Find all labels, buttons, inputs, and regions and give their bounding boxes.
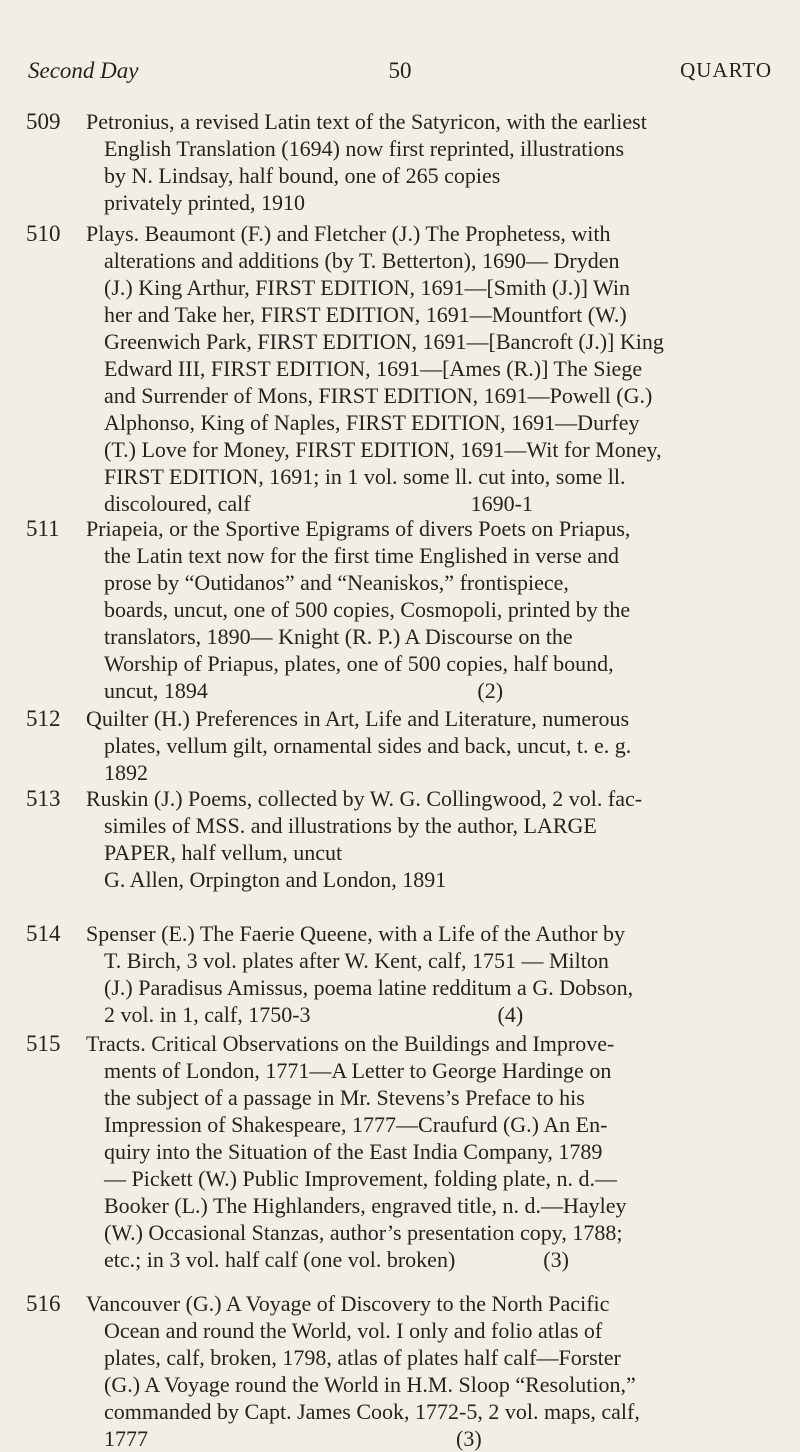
description-line: (G.) A Voyage round the World in H.M. Sloop “Resolution,” — [104, 1372, 636, 1397]
description-line: plates, vellum gilt, ornamental sides and back, uncut, t. e. g. — [104, 733, 632, 758]
description-line: Worship of Priapus, plates, one of 500 copies, half bound, — [104, 651, 614, 676]
lot-number: 516 — [26, 1291, 61, 1316]
description-line: her and Take her, FIRST EDITION, 1691—Mountfort (W.) — [104, 302, 627, 327]
description-line: (T.) Love for Money, FIRST EDITION, 1691—Wit for Money, — [104, 437, 662, 462]
page-header — [28, 58, 772, 94]
description-line: (J.) Paradisus Amissus, poema latine redditum a G. Dobson, — [104, 975, 634, 1000]
lot-number: 510 — [26, 221, 61, 246]
description-line: T. Birch, 3 vol. plates after W. Kent, calf, 1751 — Milton — [104, 948, 609, 973]
description-line: privately printed, 1910 — [104, 190, 306, 215]
description-line: prose by “Outidanos” and “Neaniskos,” frontispiece, — [104, 570, 569, 595]
lot-number: 512 — [26, 706, 61, 731]
description-line: translators, 1890— Knight (R. P.) A Discourse on the — [104, 624, 573, 649]
description-line: G. Allen, Orpington and London, 1891 — [104, 867, 447, 892]
description-line: Priapeia, or the Sportive Epigrams of divers Poets on Priapus, — [86, 516, 631, 541]
description-line: quiry into the Situation of the East India Company, 1789 — [104, 1139, 603, 1164]
description-line: 1892 — [104, 760, 148, 785]
lot-description — [86, 705, 764, 786]
description-line: FIRST EDITION, 1691; in 1 vol. some ll. cut into, some ll. — [104, 464, 626, 489]
description-line: — Pickett (W.) Public Improvement, folding plate, n. d.— — [104, 1166, 618, 1191]
lot-description — [86, 920, 764, 1028]
description-line: Booker (L.) The Highlanders, engraved title, n. d.—Hayley — [104, 1193, 627, 1218]
description-line: by N. Lindsay, half bound, one of 265 copies — [104, 163, 501, 188]
description-line: Plays. Beaumont (F.) and Fletcher (J.) The Prophetess, with — [86, 221, 611, 246]
section-label: QUARTO — [680, 58, 772, 82]
description-line: Ocean and round the World, vol. I only and folio atlas of — [104, 1318, 603, 1343]
description-line: uncut, 1894 (2) — [104, 678, 504, 703]
lot-number: 511 — [26, 516, 60, 541]
description-line: 2 vol. in 1, calf, 1750-3 (4) — [104, 1002, 524, 1027]
lot-description — [86, 1030, 764, 1273]
description-line: (J.) King Arthur, FIRST EDITION, 1691—[Smith (J.)] Win — [104, 275, 631, 300]
description-line: etc.; in 3 vol. half calf (one vol. broken) (3) — [104, 1247, 569, 1272]
lot-description — [86, 220, 764, 517]
description-line: English Translation (1694) now first reprinted, illustrations — [104, 136, 625, 161]
lot-description — [86, 1290, 764, 1452]
lot-number: 514 — [26, 921, 61, 946]
description-line: plates, calf, broken, 1798, atlas of plates half calf—Forster — [104, 1345, 621, 1370]
description-line: the Latin text now for the first time Englished in verse and — [104, 543, 620, 568]
description-line: 1777 (3) — [104, 1426, 482, 1451]
lot-number: 513 — [26, 786, 61, 811]
description-line: commanded by Capt. James Cook, 1772-5, 2 vol. maps, calf, — [104, 1399, 640, 1424]
lot-number: 509 — [26, 109, 61, 134]
description-line: Alphonso, King of Naples, FIRST EDITION, 1691—Durfey — [104, 410, 640, 435]
description-line: similes of MSS. and illustrations by the author, LARGE — [104, 813, 597, 838]
description-line: Tracts. Critical Observations on the Buildings and Improve- — [86, 1031, 615, 1056]
running-title: Second Day — [28, 58, 139, 83]
lot-description — [86, 785, 764, 893]
description-line: Impression of Shakespeare, 1777—Craufurd (G.) An En- — [104, 1112, 608, 1137]
description-line: ments of London, 1771—A Letter to George Hardinge on — [104, 1058, 612, 1083]
description-line: Quilter (H.) Preferences in Art, Life and Literature, numerous — [86, 706, 630, 731]
description-line: alterations and additions (by T. Betterton), 1690— Dryden — [104, 248, 620, 273]
description-line: Edward III, FIRST EDITION, 1691—[Ames (R.)] The Siege — [104, 356, 643, 381]
lot-description — [86, 515, 764, 704]
description-line: and Surrender of Mons, FIRST EDITION, 1691—Powell (G.) — [104, 383, 653, 408]
description-line: the subject of a passage in Mr. Stevens’s Preface to his — [104, 1085, 585, 1110]
description-line: Ruskin (J.) Poems, collected by W. G. Collingwood, 2 vol. fac- — [86, 786, 643, 811]
description-line: Spenser (E.) The Faerie Queene, with a Life of the Author by — [86, 921, 626, 946]
description-line: Petronius, a revised Latin text of the Satyricon, with the earliest — [86, 109, 647, 134]
description-line: PAPER, half vellum, uncut — [104, 840, 343, 865]
description-line: boards, uncut, one of 500 copies, Cosmopoli, printed by the — [104, 597, 631, 622]
page-number: 50 — [388, 58, 412, 83]
lot-number: 515 — [26, 1031, 61, 1056]
description-line: (W.) Occasional Stanzas, author’s presentation copy, 1788; — [104, 1220, 623, 1245]
description-line: Vancouver (G.) A Voyage of Discovery to the North Pacific — [86, 1291, 610, 1316]
description-line: discoloured, calf 1690-1 — [104, 491, 533, 516]
lot-description — [86, 108, 764, 216]
description-line: Greenwich Park, FIRST EDITION, 1691—[Bancroft (J.)] King — [104, 329, 664, 354]
